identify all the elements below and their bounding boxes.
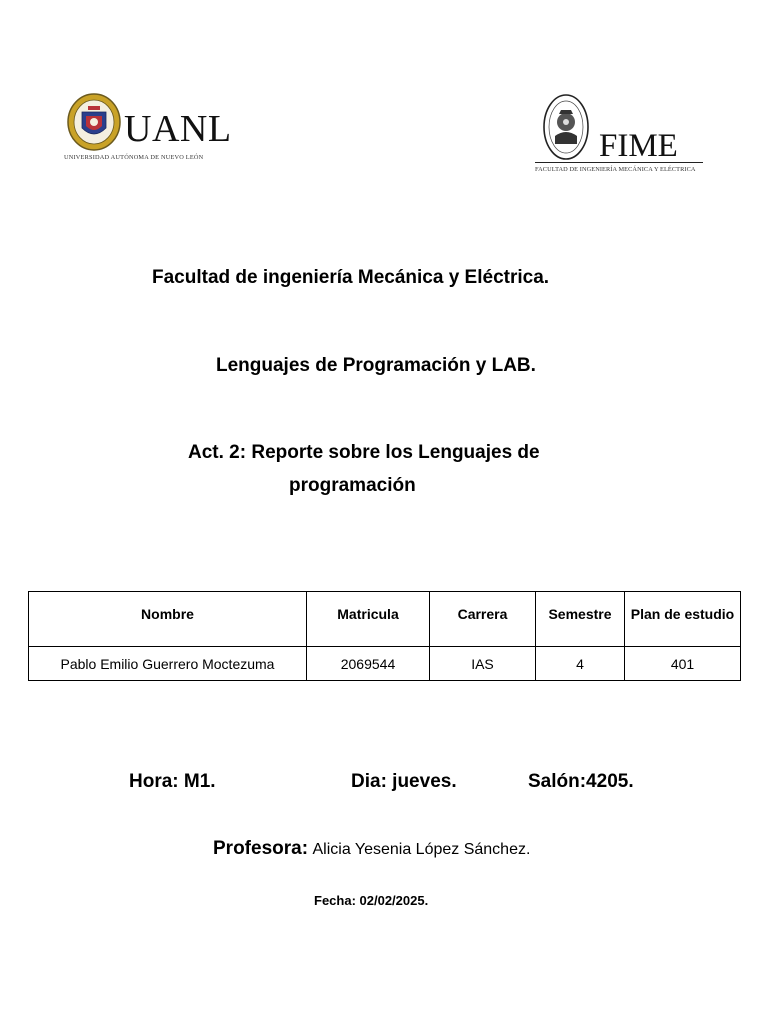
header-plan-estudio: Plan de estudio [625, 592, 741, 647]
header-matricula: Matricula [307, 592, 430, 647]
cell-semestre: 4 [536, 647, 625, 681]
fecha-text: Fecha: 02/02/2025. [314, 893, 429, 908]
uanl-wordmark: UANL [124, 108, 232, 150]
uanl-subtitle: UNIVERSIDAD AUTÓNOMA DE NUEVO LEÓN [64, 154, 204, 161]
course-heading: Lenguajes de Programación y LAB. [216, 355, 536, 376]
uanl-seal-icon [66, 92, 122, 152]
fime-seal-icon [541, 92, 591, 162]
fime-divider [535, 162, 703, 163]
profesora-label: Profesora: [213, 838, 309, 859]
profesora-name: Alicia Yesenia López Sánchez. [312, 841, 531, 858]
dia-text: Dia: jueves. [351, 771, 457, 792]
fime-subtitle: FACULTAD DE INGENIERÍA MECÁNICA Y ELÉCTRICA [535, 166, 696, 173]
hora-text: Hora: M1. [129, 771, 216, 792]
activity-heading-line2: programación [289, 475, 416, 496]
header-carrera: Carrera [430, 592, 536, 647]
cell-carrera: IAS [430, 647, 536, 681]
profesora-line [213, 838, 530, 860]
student-info-table [28, 591, 741, 681]
faculty-heading: Facultad de ingeniería Mecánica y Eléctrica. [152, 267, 550, 288]
fime-wordmark: FIME [599, 128, 678, 164]
cell-matricula: 2069544 [307, 647, 430, 681]
header-nombre: Nombre [29, 592, 307, 647]
header-semestre: Semestre [536, 592, 625, 647]
activity-heading-line1: Act. 2: Reporte sobre los Lenguajes de [188, 442, 540, 463]
table-header-row [29, 592, 741, 647]
uanl-logo [62, 90, 232, 165]
cell-plan-estudio: 401 [625, 647, 741, 681]
fime-logo [535, 92, 705, 177]
cell-nombre: Pablo Emilio Guerrero Moctezuma [29, 647, 307, 681]
salon-text: Salón:4205. [528, 771, 634, 792]
table-row [29, 647, 741, 681]
